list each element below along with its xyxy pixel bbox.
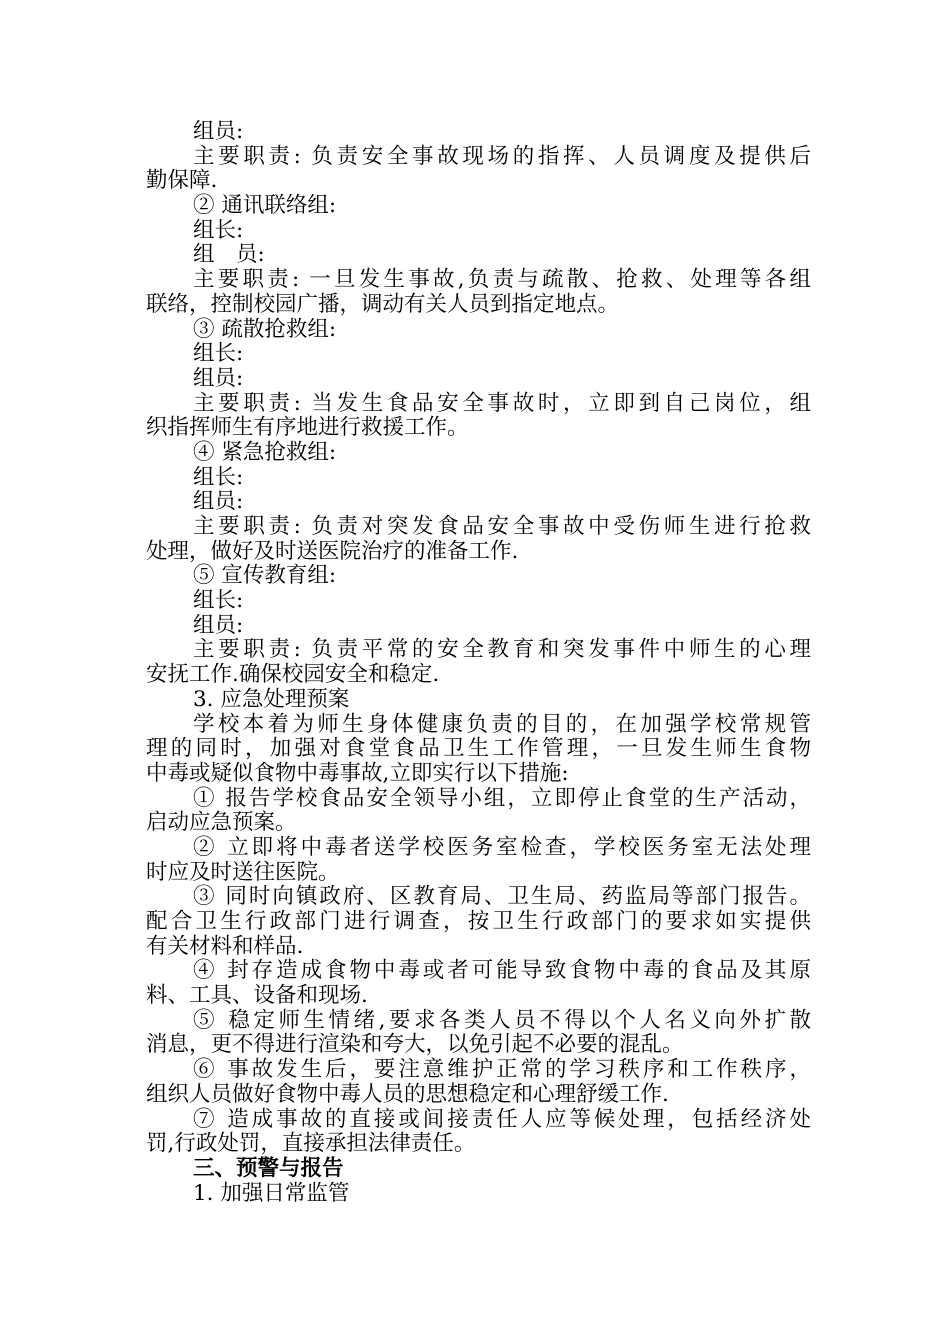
text-line: 罚,行政处罚，直接承担法律责任。 xyxy=(146,1131,476,1157)
text-line: 组员: xyxy=(193,365,244,391)
text-line: 配合卫生行政部门进行调查，按卫生行政部门的要求如实提供 xyxy=(146,909,811,934)
text-line: 消息，更不得进行渲染和夸大，以免引起不必要的混乱。 xyxy=(146,1032,684,1058)
text-line: 主要职责: 负责对突发食品安全事故中受伤师生进行抢救 xyxy=(193,514,811,539)
text-line: 勤保障. xyxy=(146,168,218,194)
subsection-heading: 1. 加强日常监管 xyxy=(193,1180,350,1206)
text-line: 理的同时，加强对食堂食品卫生工作管理，一旦发生师生食物 xyxy=(146,736,811,762)
text-line: 组长: xyxy=(193,341,244,367)
text-line: ① 报告学校食品安全领导小组，立即停止食堂的生产活动， xyxy=(193,785,811,811)
text-line: 学校本着为师生身体健康负责的目的，在加强学校常规管 xyxy=(193,711,811,737)
text-line: 组长: xyxy=(193,217,244,243)
text-line: 处理，做好及时送医院治疗的准备工作. xyxy=(146,538,519,564)
text-line: ③ 同时向镇政府、区教育局、卫生局、药监局等部门报告。 xyxy=(193,884,811,910)
text-line: ③ 疏散抢救组: xyxy=(193,316,337,342)
text-line: 主要职责: 当发生食品安全事故时，立即到自己岗位，组 xyxy=(193,390,811,416)
text-line: 主要职责: 一旦发生事故,负责与疏散、抢救、处理等各组 xyxy=(193,267,811,293)
text-line: 织指挥师生有序地进行救援工作。 xyxy=(146,415,469,441)
text-line: 组 员: xyxy=(193,242,265,268)
text-line: 组员: xyxy=(193,612,244,638)
text-line: 启动应急预案。 xyxy=(146,810,297,836)
text-line: 组员: xyxy=(193,119,244,144)
document-page xyxy=(146,120,811,1206)
text-line: 组长: xyxy=(193,464,244,490)
text-line: 组长: xyxy=(193,588,244,614)
text-line: 时应及时送往医院。 xyxy=(146,859,340,885)
text-line: 料、工具、设备和现场. xyxy=(146,983,368,1009)
text-line: ④ 封存造成食物中毒或者可能导致食物中毒的食品及其原 xyxy=(193,958,811,984)
text-line: 组织人员做好食物中毒人员的思想稳定和心理舒缓工作. xyxy=(146,1081,669,1107)
text-line: ⑥ 事故发生后，要注意维护正常的学习秩序和工作秩序， xyxy=(193,1057,811,1083)
text-line: 组员: xyxy=(193,489,244,515)
section-heading: 3. 应急处理预案 xyxy=(193,686,350,712)
text-line: 主要职责: 负责平常的安全教育和突发事件中师生的心理 xyxy=(193,637,811,663)
text-line: ⑤ 宣传教育组: xyxy=(193,563,337,589)
text-line: 有关材料和样品. xyxy=(146,933,304,959)
text-line: ② 通讯联络组: xyxy=(193,193,337,219)
text-line: 联络，控制校园广播，调动有关人员到指定地点。 xyxy=(146,291,620,317)
text-line: ② 立即将中毒者送学校医务室检查，学校医务室无法处理 xyxy=(193,834,811,860)
text-line: ⑤ 稳定师生情绪,要求各类人员不得以个人名义向外扩散 xyxy=(193,1007,811,1033)
text-line: 中毒或疑似食物中毒事故,立即实行以下措施: xyxy=(146,760,569,786)
text-line: 安抚工作.确保校园安全和稳定. xyxy=(146,662,440,688)
text-line: 主要职责: 负责安全事故现场的指挥、人员调度及提供后 xyxy=(193,143,811,169)
text-line: ⑦ 造成事故的直接或间接责任人应等候处理，包括经济处 xyxy=(193,1106,811,1132)
section-heading: 三、预警与报告 xyxy=(193,1155,344,1181)
text-line: ④ 紧急抢救组: xyxy=(193,439,337,465)
